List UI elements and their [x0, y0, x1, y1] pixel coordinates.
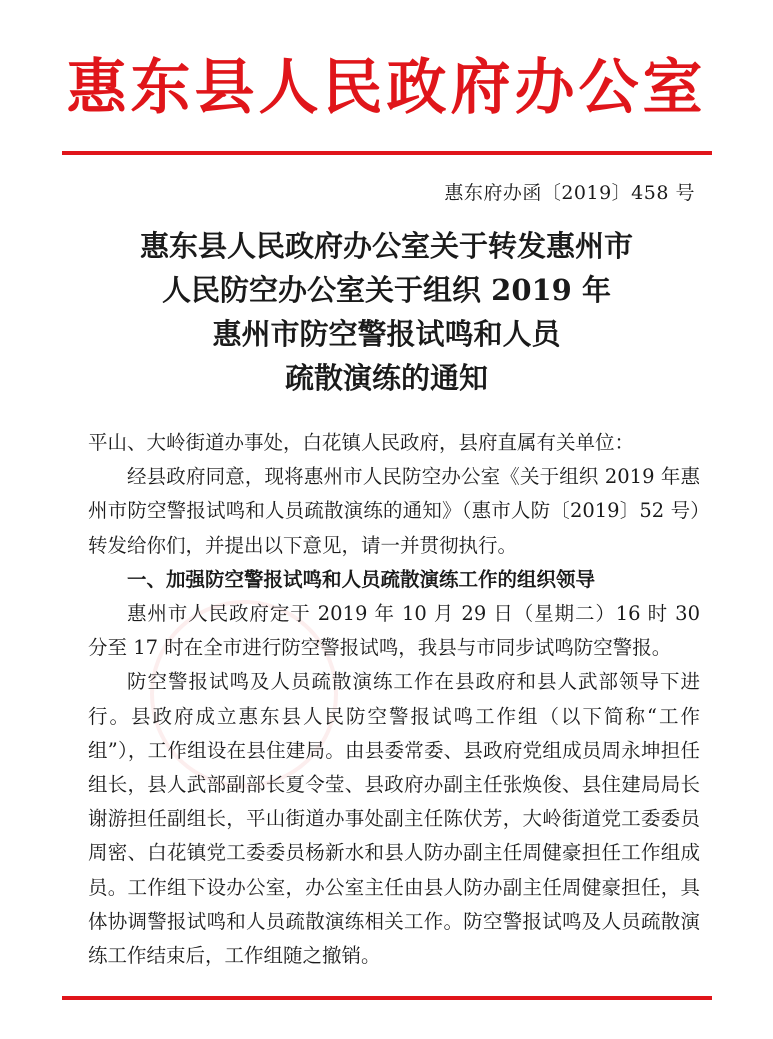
title-line: 人民防空办公室关于组织 2019 年 [162, 273, 611, 307]
title-line: 惠州市防空警报试鸣和人员 [212, 317, 561, 351]
body-paragraph: 防空警报试鸣及人员疏散演练工作在县政府和县人武部领导下进行。县政府成立惠东县人民防空警报试鸣工作组（以下简称“工作组”），工作组设在县住建局。由县委常委、县政府党组成员周永坤担任组长，县人武部副部长夏令莹、县政府办副主任张焕俊、县住建局局长谢游担任副组长，平山街道办事处副主任陈伏芳，大岭街道党工委委员周密、白花镇党工委委员杨新水和县人防办副主任周健豪担任工作组成员。工作组下设办公室，办公室主任由县人防办副主任周健豪担任，具体协调警报试鸣和人员疏散演练相关工作。防空警报试鸣及人员疏散演练工作结束后，工作组随之撤销。 [88, 670, 700, 968]
document-title [0, 224, 773, 400]
title-line: 惠东县人民政府办公室关于转发惠州市 [139, 229, 633, 263]
title-line: 疏散演练的通知 [284, 361, 488, 395]
section-heading: 一、加强防空警报试鸣和人员疏散演练工作的组织领导 [127, 567, 596, 591]
footer-red-rule [62, 996, 712, 1000]
header-red-rule [62, 151, 712, 155]
issuing-office-header: 惠东县人民政府办公室 [66, 53, 707, 123]
body-paragraph: 经县政府同意，现将惠州市人民防空办公室《关于组织 2019 年惠州市防空警报试鸣和人员疏散演练的通知》（惠市人防〔2019〕52 号）转发给你们，并提出以下意见，请一并贯彻执行。 [88, 465, 700, 557]
recipients-line: 平山、大岭街道办事处，白花镇人民政府，县府直属有关单位： [88, 431, 635, 454]
document-number: 惠东府办函〔2019〕458 号 [444, 182, 695, 204]
document-body [88, 426, 700, 973]
body-paragraph: 惠州市人民政府定于 2019 年 10 月 29 日（星期二）16 时 30 分至 17 时在全市进行防空警报试鸣，我县与市同步试鸣防空警报。 [88, 602, 700, 660]
